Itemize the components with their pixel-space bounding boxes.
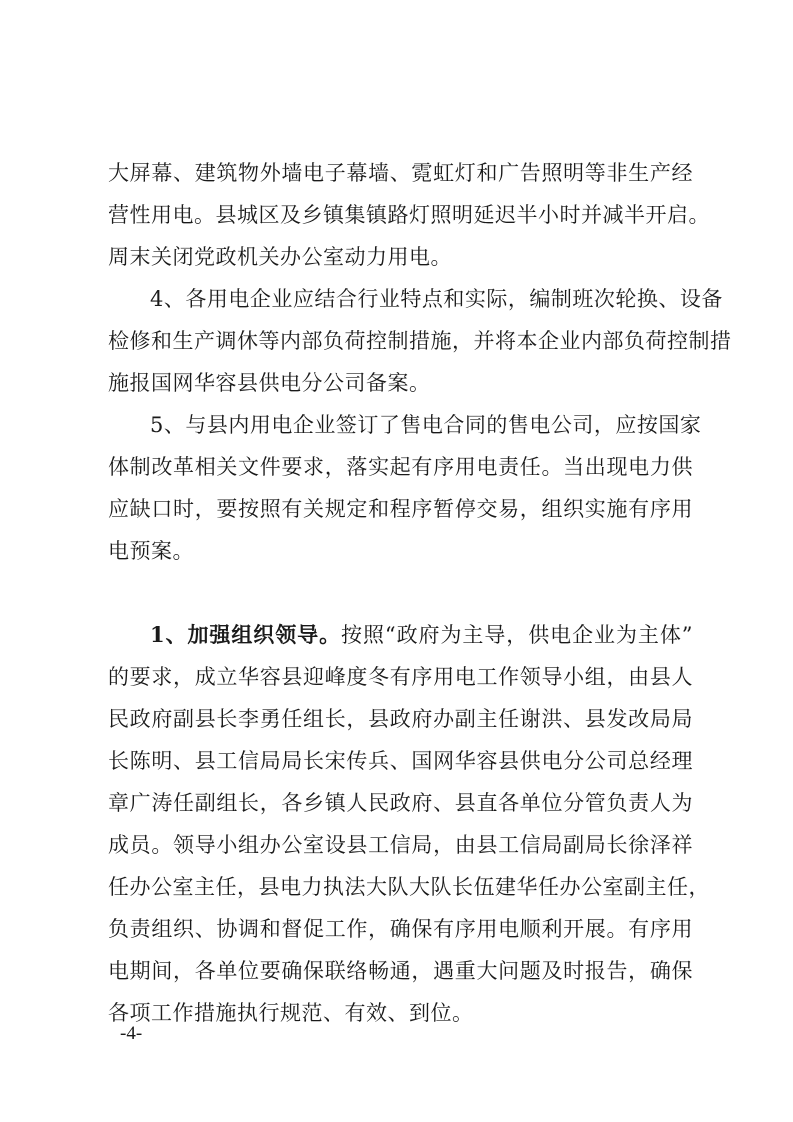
text-line: 营性用电。县城区及乡镇集镇路灯照明延迟半小时并减半开启。 bbox=[108, 203, 710, 227]
text-line: 的要求，成立华容县迎峰度冬有序用电工作领导小组，由县人 bbox=[108, 665, 693, 689]
text-line: 任办公室主任，县电力执法大队大队长伍建华任办公室副主任， bbox=[108, 875, 710, 899]
text-line: 章广涛任副组长，各乡镇人民政府、县直各单位分管负责人为 bbox=[108, 791, 693, 815]
text-line: 检修和生产调休等内部负荷控制措施，并将本企业内部负荷控制措 bbox=[108, 329, 732, 353]
text-line: 应缺口时，要按照有关规定和程序暂停交易，组织实施有序用 bbox=[108, 497, 693, 521]
text-line: 成员。领导小组办公室设县工信局，由县工信局副局长徐泽祥 bbox=[108, 833, 693, 857]
text-line: 施报国网华容县供电分公司备案。 bbox=[108, 371, 431, 395]
text-line: 长陈明、县工信局局长宋传兵、国网华容县供电分公司总经理 bbox=[108, 749, 693, 773]
text-line: 负责组织、协调和督促工作，确保有序用电顺利开展。有序用 bbox=[108, 917, 693, 941]
text-line: 4、各用电企业应结合行业特点和实际，编制班次轮换、设备 bbox=[150, 287, 723, 311]
bold-lead-text: 1、加强组织领导。 bbox=[150, 622, 342, 647]
text-line: 民政府副县长李勇任组长，县政府办副主任谢洪、县发改局局 bbox=[108, 707, 693, 731]
page-number: -4- bbox=[120, 1023, 143, 1044]
text-line: 大屏幕、建筑物外墙电子幕墙、霓虹灯和广告照明等非生产经 bbox=[108, 161, 693, 185]
text-line: 5、与县内用电企业签订了售电合同的售电公司，应按国家 bbox=[150, 413, 702, 437]
text-line bbox=[150, 620, 693, 650]
text-line: 电期间，各单位要确保联络畅通，遇重大问题及时报告，确保 bbox=[108, 959, 693, 983]
text-line: 体制改革相关文件要求，落实起有序用电责任。当出现电力供 bbox=[108, 455, 693, 479]
section-heading bbox=[150, 578, 693, 608]
text-line: 电预案。 bbox=[108, 539, 194, 563]
text-run: 按照“政府为主导，供电企业为主体” bbox=[341, 623, 693, 647]
text-line: 周末关闭党政机关办公室动力用电。 bbox=[108, 245, 452, 269]
text-line: 各项工作措施执行规范、有效、到位。 bbox=[108, 1001, 474, 1025]
